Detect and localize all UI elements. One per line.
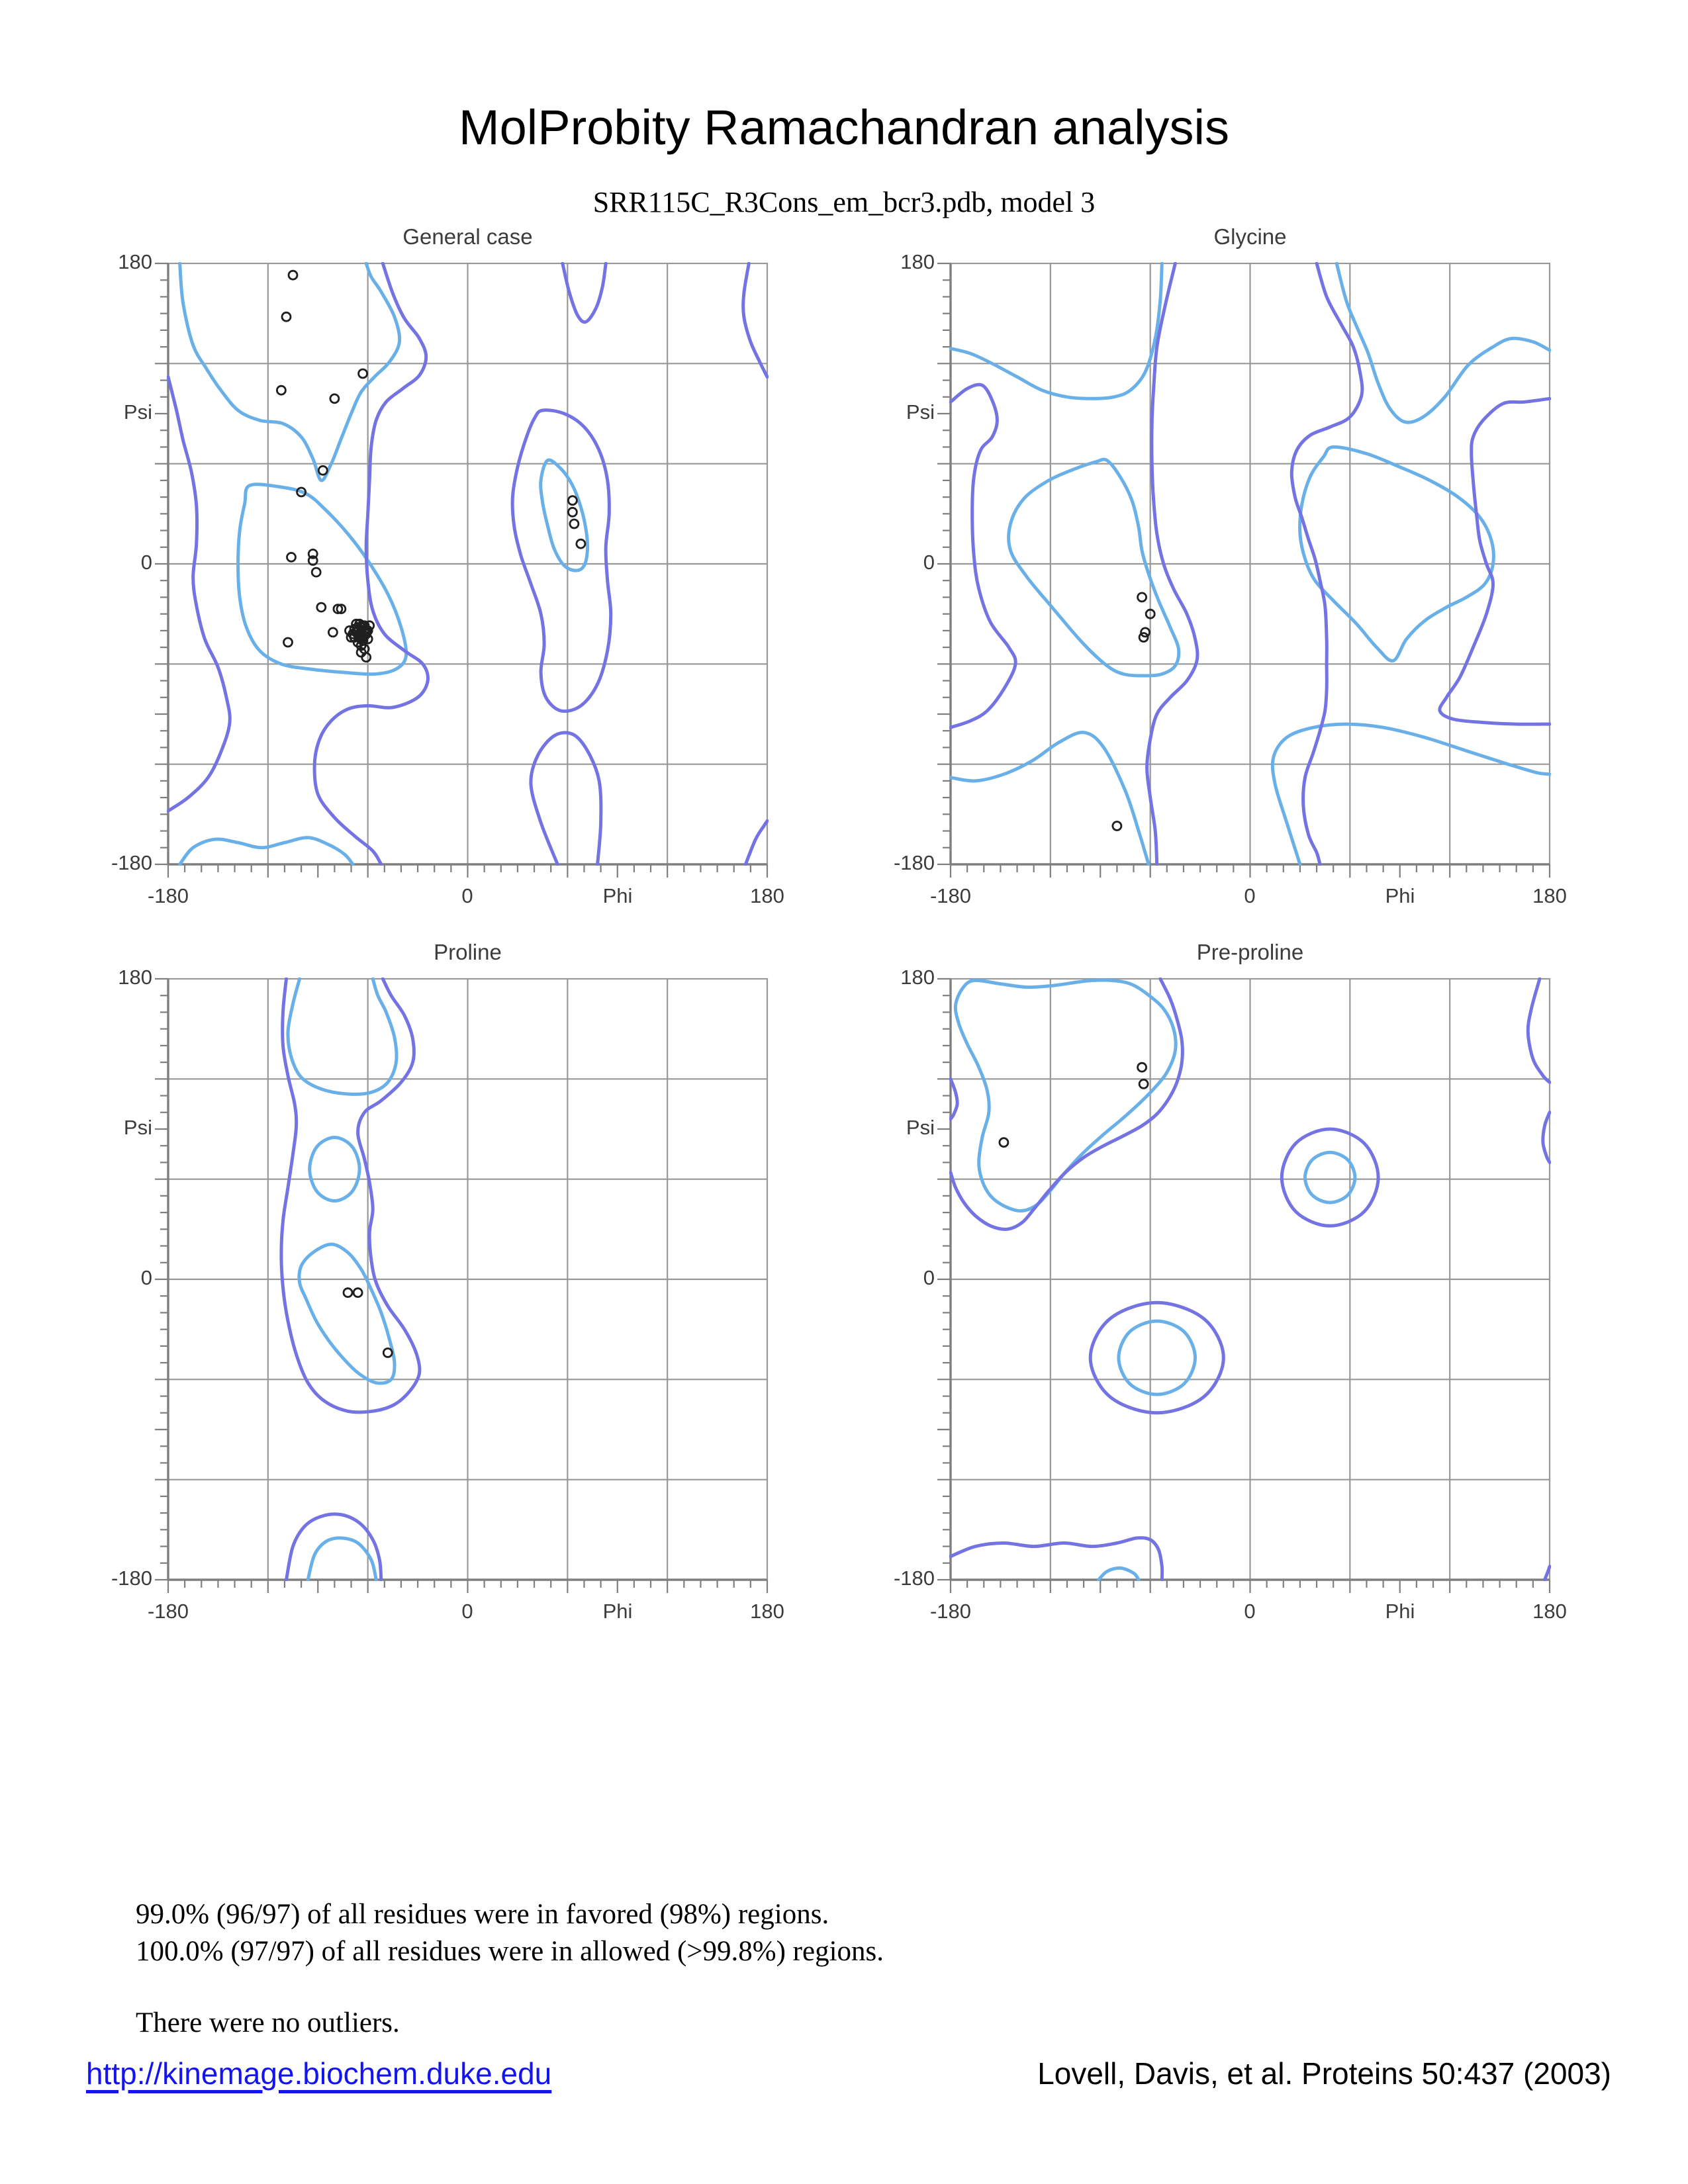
y-axis-label-neg180: -180 — [893, 851, 935, 874]
x-axis-label-0: 0 — [461, 884, 473, 907]
plot-glycine — [851, 207, 1579, 975]
x-axis-label-neg180: -180 — [147, 884, 189, 907]
plot-title: Glycine — [1213, 224, 1287, 249]
ramachandran-svg-pre-proline — [951, 979, 1550, 1580]
x-axis-label-0: 0 — [1244, 884, 1256, 907]
x-axis-label-180: 180 — [750, 884, 784, 907]
x-axis-label-180: 180 — [1532, 1600, 1567, 1623]
y-axis-label-neg180: -180 — [111, 851, 152, 874]
ramachandran-svg-proline — [168, 979, 767, 1580]
x-axis-label-0: 0 — [1244, 1600, 1256, 1623]
citation-text: Lovell, Davis, et al. Proteins 50:437 (2003) — [1037, 2056, 1611, 2091]
page-subtitle: SRR115C_R3Cons_em_bcr3.pdb, model 3 — [592, 186, 1096, 218]
plot-general-case — [69, 207, 797, 975]
stats-favored: 99.0% (96/97) of all residues were in favored (98%) regions. — [136, 1899, 829, 1930]
plot-proline — [69, 923, 797, 1690]
kinemage-link[interactable]: http://kinemage.biochem.duke.edu — [86, 2056, 552, 2091]
x-axis-label-neg180: -180 — [929, 1600, 972, 1623]
y-axis-label-0: 0 — [140, 551, 152, 574]
plot-title: Proline — [434, 940, 502, 964]
y-axis-label-psi: Psi — [123, 1116, 152, 1139]
x-axis-label-phi: Phi — [1385, 884, 1415, 907]
plot-title: Pre-proline — [1196, 940, 1304, 964]
y-axis-label-neg180: -180 — [111, 1567, 152, 1590]
plot-pre-proline — [851, 923, 1579, 1690]
x-axis-label-phi: Phi — [602, 1600, 633, 1623]
x-axis-label-phi: Phi — [602, 884, 633, 907]
x-axis-label-180: 180 — [750, 1600, 784, 1623]
y-axis-label-180: 180 — [900, 250, 935, 273]
y-axis-label-0: 0 — [923, 551, 935, 574]
ramachandran-svg-general — [168, 263, 767, 864]
y-axis-label-psi: Psi — [906, 400, 935, 424]
plot-title: General case — [402, 224, 533, 249]
y-axis-label-neg180: -180 — [893, 1567, 935, 1590]
ramachandran-svg-glycine — [951, 263, 1550, 864]
y-axis-label-180: 180 — [900, 966, 935, 989]
x-axis-label-neg180: -180 — [147, 1600, 189, 1623]
x-axis-label-180: 180 — [1532, 884, 1567, 907]
x-axis-label-phi: Phi — [1385, 1600, 1415, 1623]
y-axis-label-0: 0 — [923, 1266, 935, 1289]
y-axis-label-180: 180 — [118, 250, 152, 273]
y-axis-label-0: 0 — [140, 1266, 152, 1289]
stats-allowed: 100.0% (97/97) of all residues were in allowed (>99.8%) regions. — [136, 1936, 884, 1967]
y-axis-label-180: 180 — [118, 966, 152, 989]
x-axis-label-0: 0 — [461, 1600, 473, 1623]
y-axis-label-psi: Psi — [906, 1116, 935, 1139]
y-axis-label-psi: Psi — [123, 400, 152, 424]
page-title: MolProbity Ramachandran analysis — [459, 100, 1229, 155]
stats-outliers: There were no outliers. — [136, 2007, 400, 2038]
x-axis-label-neg180: -180 — [929, 884, 972, 907]
